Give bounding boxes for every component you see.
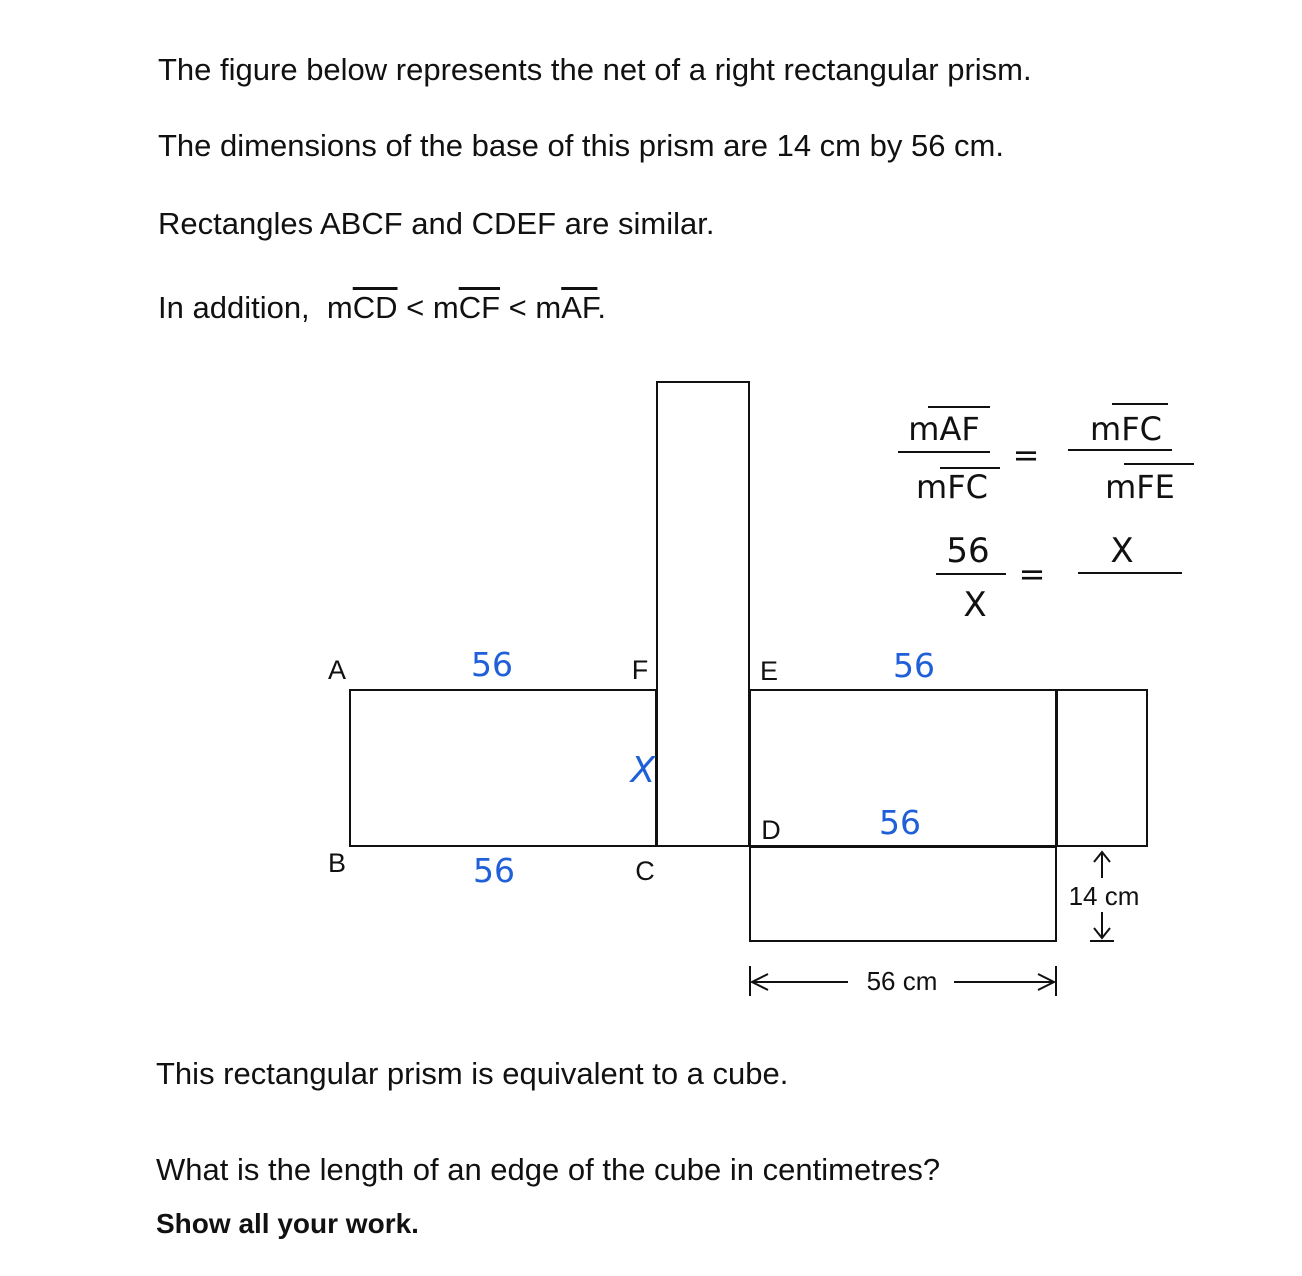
rectangle-right-end bbox=[1057, 690, 1147, 846]
segment-cd: $\overline{CD}$ bbox=[352, 290, 398, 325]
handwritten-proportion bbox=[898, 404, 1194, 625]
ratio-numerator-56: 56 bbox=[946, 531, 990, 571]
measure-m-3: m bbox=[535, 290, 562, 325]
ratio-denominator-mfe: mFE bbox=[1105, 468, 1175, 506]
vertex-label-b: B bbox=[327, 848, 347, 878]
segment-cf: $\overline{CF}$ bbox=[458, 290, 501, 325]
measure-m-1: m bbox=[326, 290, 353, 325]
vertex-label-a: A bbox=[327, 655, 347, 685]
handwritten-fc-value: X bbox=[630, 750, 656, 791]
height-dimension-label: 14 cm bbox=[1068, 881, 1140, 911]
equals-sign-2: = bbox=[1018, 555, 1046, 593]
vertex-label-d: D bbox=[761, 815, 781, 845]
measure-m-2: m bbox=[432, 290, 459, 325]
ratio-numerator-maf: mAF bbox=[908, 410, 980, 448]
vertex-label-f: F bbox=[631, 655, 649, 685]
handwritten-d-side-value: 56 bbox=[879, 803, 921, 842]
equals-sign-1: = bbox=[1012, 436, 1040, 474]
ratio-denominator-mfc: mFC bbox=[916, 468, 988, 506]
instruction-text: Show all your work. bbox=[156, 1208, 419, 1239]
vertex-label-c: C bbox=[635, 856, 655, 886]
rectangle-bottom-base bbox=[750, 847, 1056, 941]
problem-line-5: This rectangular prism is equivalent to a cube. bbox=[156, 1056, 789, 1091]
ratio-denominator-x: X bbox=[963, 585, 987, 625]
line4-prefix: In addition, bbox=[158, 290, 310, 325]
problem-line-2: The dimensions of the base of this prism are 14 cm by 56 cm. bbox=[158, 128, 1004, 163]
ratio-numerator-mfc: mFC bbox=[1090, 410, 1162, 448]
rectangle-abcf bbox=[350, 690, 656, 846]
width-dimension-label: 56 cm bbox=[866, 966, 938, 996]
segment-af: $\overline{AF}$ bbox=[561, 290, 598, 325]
problem-line-1: The figure below represents the net of a right rectangular prism. bbox=[158, 52, 1032, 87]
question-text: What is the length of an edge of the cube in centimetres? bbox=[156, 1152, 941, 1187]
handwritten-e-side-value: 56 bbox=[893, 646, 935, 685]
rectangle-top-flap bbox=[657, 382, 749, 846]
handwritten-af-value: 56 bbox=[471, 645, 513, 684]
less-than-2: < bbox=[508, 290, 527, 325]
problem-line-3: Rectangles ABCF and CDEF are similar. bbox=[158, 206, 715, 241]
ratio-numerator-x: X bbox=[1110, 531, 1134, 571]
handwritten-bc-value: 56 bbox=[473, 851, 515, 890]
vertex-label-e: E bbox=[759, 656, 779, 686]
less-than-1: < bbox=[406, 290, 425, 325]
line4-period: . bbox=[597, 290, 607, 325]
